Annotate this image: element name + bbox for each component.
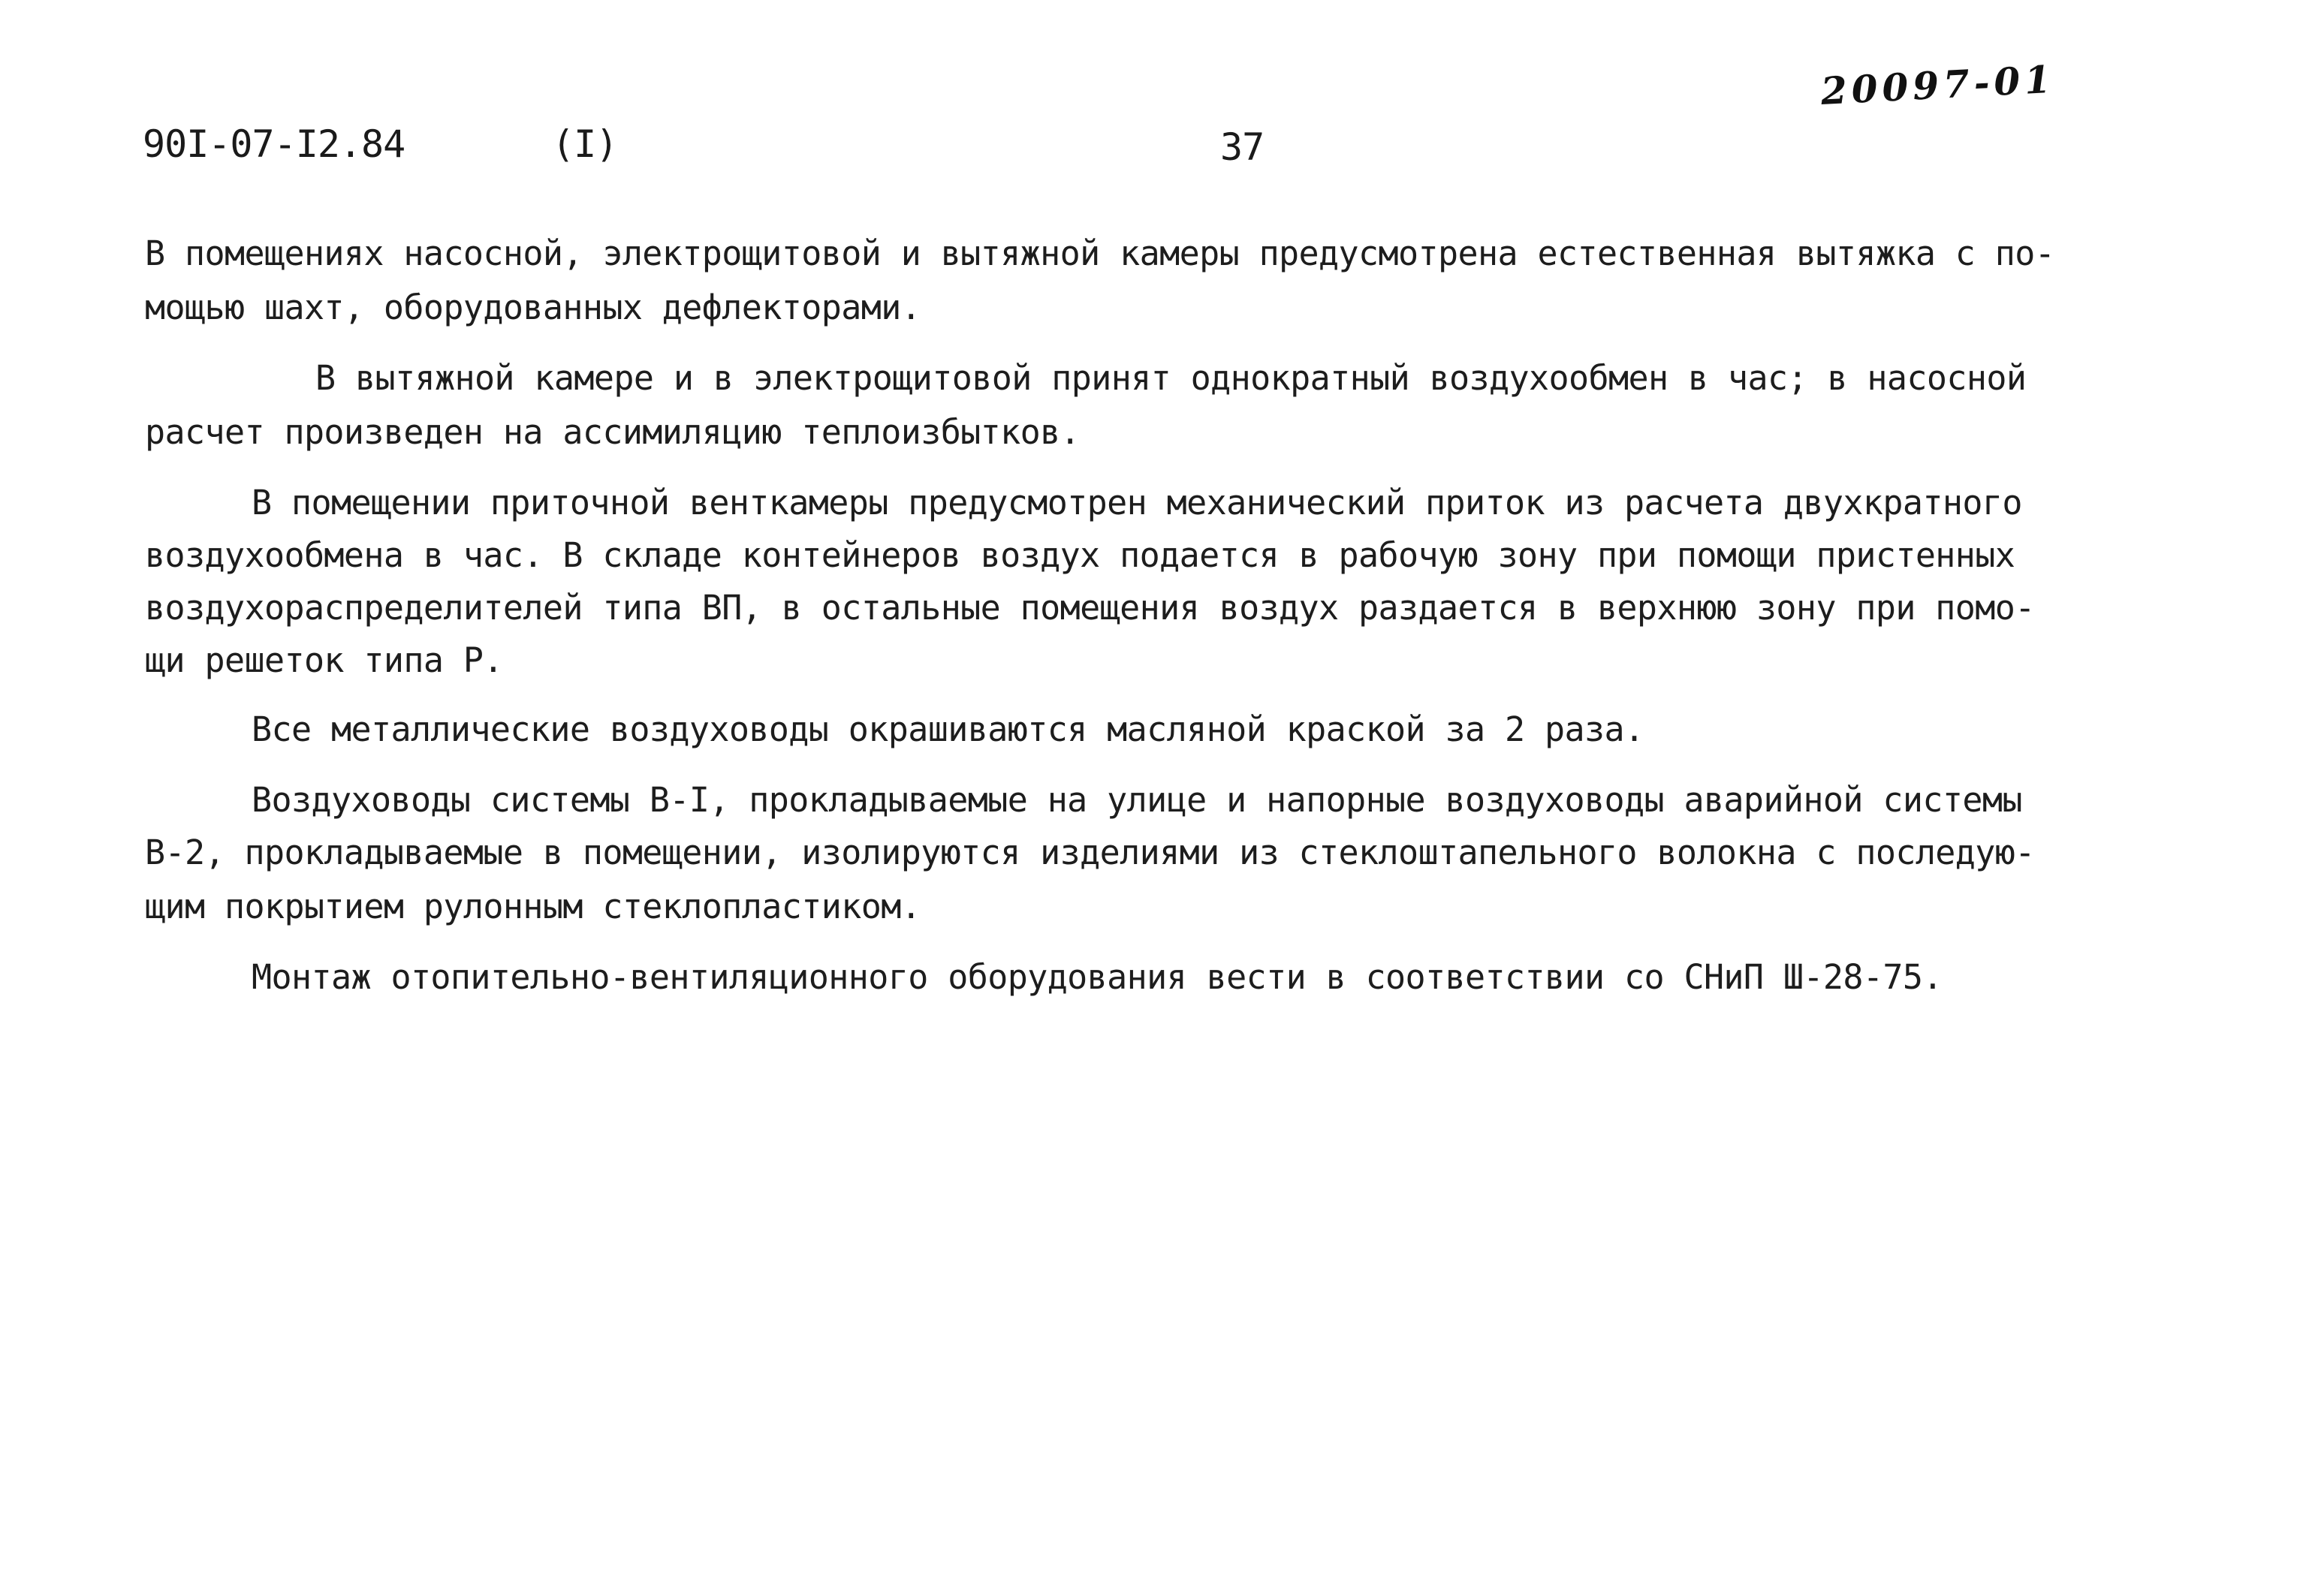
body-line-4: расчет произведен на ассимиляцию теплоизбытков. (145, 412, 1081, 452)
body-line-8: щи решеток типа Р. (145, 640, 503, 680)
body-line-3: В вытяжной камере и в электрощитовой принят однократный воздухообмен в час; в насосной (315, 358, 2027, 398)
body-line-9: Все металлические воздуховоды окрашиваются масляной краской за 2 раза. (252, 709, 1644, 749)
body-line-2: мощью шахт, оборудованных дефлекторами. (145, 288, 921, 327)
body-line-1: В помещениях насосной, электрощитовой и вытяжной камеры предусмотрена естественная вытяжка с по- (145, 233, 2055, 273)
handwritten-archive-number: 20097-01 (1819, 56, 2057, 113)
document-code: 90I-07-I2.84 (143, 122, 405, 166)
body-line-5: В помещении приточной венткамеры предусмотрен механический приток из расчета двухкратного (252, 483, 2022, 522)
part-number: (I) (552, 122, 618, 166)
body-line-12: щим покрытием рулонным стеклопластиком. (145, 887, 921, 926)
body-line-13: Монтаж отопительно-вентиляционного оборудования вести в соответствии со СНиП Ш-28-75. (252, 957, 1943, 997)
body-line-11: В-2, прокладываемые в помещении, изолируются изделиями из стеклоштапельного волокна с последую- (145, 833, 2035, 872)
body-line-10: Воздуховоды системы В-I, прокладываемые на улице и напорные воздуховоды аварийной системы (252, 780, 2022, 820)
body-line-7: воздухораспределителей типа ВП, в остальные помещения воздух раздается в верхнюю зону при помо- (145, 588, 2035, 628)
body-line-6: воздухообмена в час. В складе контейнеров воздух подается в рабочую зону при помощи пристенных (145, 535, 2015, 575)
page-number: 37 (1220, 125, 1265, 169)
